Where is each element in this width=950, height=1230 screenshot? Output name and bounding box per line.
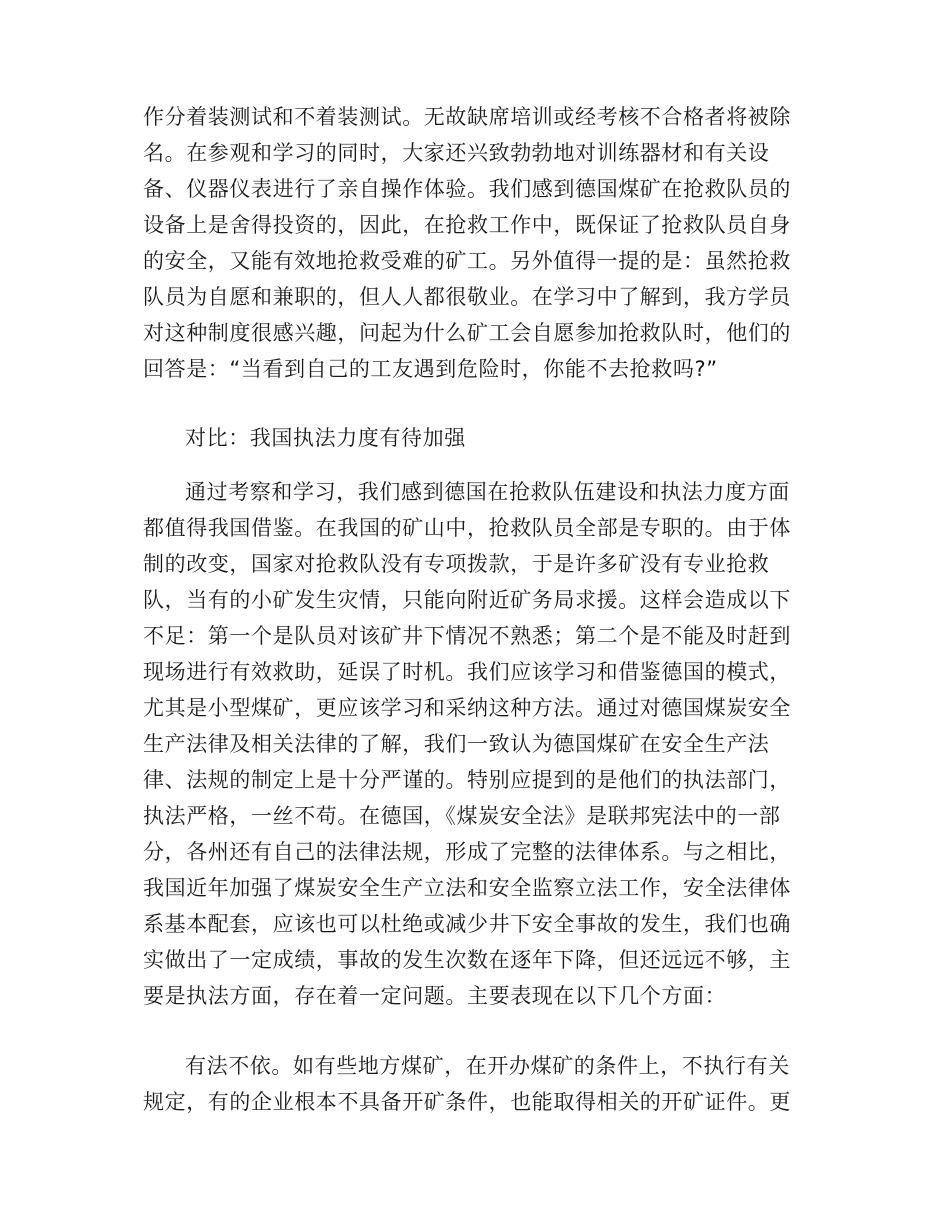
text-line: 备、仪器仪表进行了亲自操作体验。我们感到德国煤矿在抢救队员的 [143, 177, 791, 201]
text-line: 回答是：“当看到自己的工友遇到危险时，你能不去抢救吗?” [143, 357, 718, 381]
heading-line: 对比：我国执法力度有待加强 [185, 426, 466, 450]
text-line: 不足：第一个是队员对该矿井下情况不熟悉；第二个是不能及时赶到 [143, 624, 791, 648]
section-heading [143, 420, 803, 456]
text-line: 制的改变，国家对抢救队没有专项拨款，于是许多矿没有专业抢救 [143, 552, 770, 576]
text-line: 系基本配套，应该也可以杜绝或减少井下安全事故的发生，我们也确 [143, 912, 791, 936]
text-line: 规定，有的企业根本不具备开矿条件，也能取得相关的开矿证件。更 [143, 1090, 791, 1114]
text-line: 尤其是小型煤矿，更应该学习和采纳这种方法。通过对德国煤炭安全 [143, 696, 791, 720]
text-line: 设备上是舍得投资的，因此，在抢救工作中，既保证了抢救队员自身 [143, 213, 791, 237]
paragraph-2 [143, 474, 803, 1014]
text-line: 都值得我国借鉴。在我国的矿山中，抢救队员全部是专职的。由于体 [143, 516, 791, 540]
text-line: 生产法律及相关法律的了解，我们一致认为德国煤矿在安全生产法 [143, 732, 770, 756]
text-line: 名。在参观和学习的同时，大家还兴致勃勃地对训练器材和有关设 [143, 141, 770, 165]
text-line: 通过考察和学习，我们感到德国在抢救队伍建设和执法力度方面 [185, 480, 790, 504]
text-line: 对这种制度很感兴趣，问起为什么矿工会自愿参加抢救队时，他们的 [143, 321, 791, 345]
text-line: 有法不依。如有些地方煤矿，在开办煤矿的条件上，不执行有关 [185, 1054, 790, 1078]
text-line: 执法严格，一丝不苟。在德国，《煤炭安全法》是联邦宪法中的一部 [143, 804, 781, 828]
paragraph-3 [143, 1048, 803, 1120]
paragraph-1 [143, 99, 803, 387]
text-line: 要是执法方面，存在着一定问题。主要表现在以下几个方面： [143, 984, 727, 1008]
text-line: 我国近年加强了煤炭安全生产立法和安全监察立法工作，安全法律体 [143, 876, 791, 900]
text-line: 的安全，又能有效地抢救受难的矿工。另外值得一提的是：虽然抢救 [143, 249, 791, 273]
text-line: 队，当有的小矿发生灾情，只能向附近矿务局求援。这样会造成以下 [143, 588, 791, 612]
text-line: 律、法规的制定上是十分严谨的。特别应提到的是他们的执法部门， [143, 768, 791, 792]
text-line: 现场进行有效救助，延误了时机。我们应该学习和借鉴德国的模式， [143, 660, 791, 684]
text-line: 实做出了一定成绩，事故的发生次数在逐年下降，但还远远不够，主 [143, 948, 791, 972]
text-line: 作分着装测试和不着装测试。无故缺席培训或经考核不合格者将被除 [143, 105, 791, 129]
text-line: 队员为自愿和兼职的，但人人都很敬业。在学习中了解到，我方学员 [143, 285, 791, 309]
text-line: 分，各州还有自己的法律法规，形成了完整的法律体系。与之相比， [143, 840, 791, 864]
